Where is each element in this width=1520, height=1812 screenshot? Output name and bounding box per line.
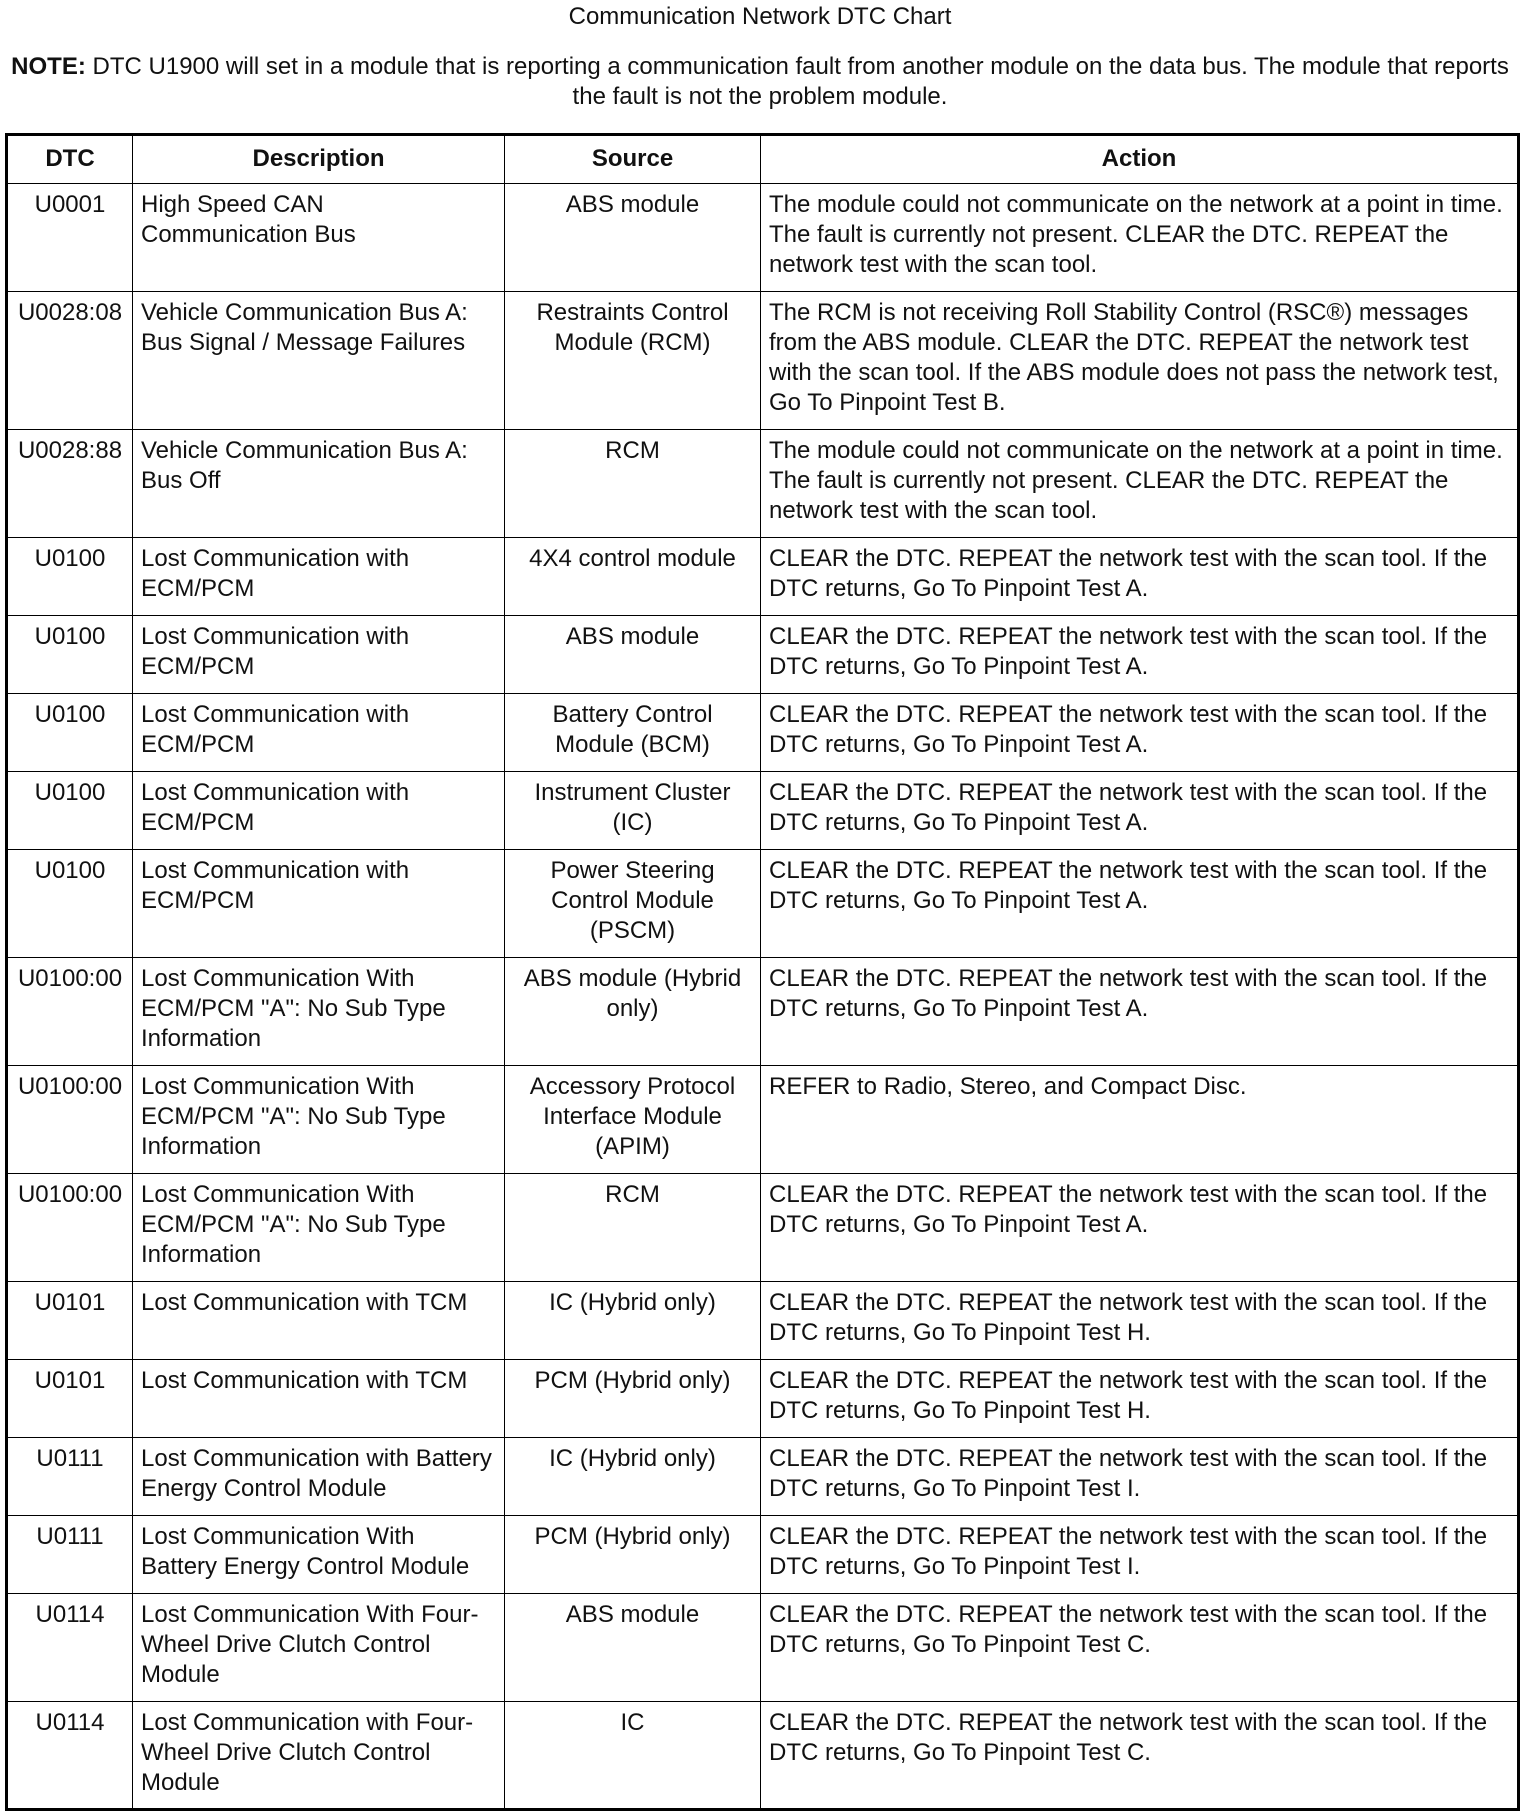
header-dtc: DTC bbox=[7, 135, 133, 184]
description-cell: High Speed CAN Communication Bus bbox=[133, 184, 505, 292]
description-cell: Lost Communication with ECM/PCM bbox=[133, 694, 505, 772]
dtc-cell: U0100 bbox=[7, 694, 133, 772]
source-cell: RCM bbox=[505, 1174, 761, 1282]
action-cell: CLEAR the DTC. REPEAT the network test with the scan tool. If the DTC returns, Go To Pinpoint Test A. bbox=[761, 616, 1519, 694]
table-row bbox=[7, 1066, 1519, 1174]
action-cell: CLEAR the DTC. REPEAT the network test with the scan tool. If the DTC returns, Go To Pinpoint Test C. bbox=[761, 1594, 1519, 1702]
action-cell: The module could not communicate on the network at a point in time. The fault is currently not present. CLEAR the DTC. REPEAT the network test with the scan tool. bbox=[761, 430, 1519, 538]
table-row bbox=[7, 1282, 1519, 1360]
action-cell: CLEAR the DTC. REPEAT the network test with the scan tool. If the DTC returns, Go To Pinpoint Test A. bbox=[761, 538, 1519, 616]
dtc-cell: U0111 bbox=[7, 1516, 133, 1594]
action-cell: CLEAR the DTC. REPEAT the network test with the scan tool. If the DTC returns, Go To Pinpoint Test A. bbox=[761, 772, 1519, 850]
description-cell: Vehicle Communication Bus A: Bus Off bbox=[133, 430, 505, 538]
table-row bbox=[7, 1438, 1519, 1516]
action-cell: CLEAR the DTC. REPEAT the network test with the scan tool. If the DTC returns, Go To Pinpoint Test A. bbox=[761, 850, 1519, 958]
description-cell: Vehicle Communication Bus A: Bus Signal / Message Failures bbox=[133, 292, 505, 430]
table-row bbox=[7, 538, 1519, 616]
description-cell: Lost Communication With ECM/PCM "A": No Sub Type Information bbox=[133, 1066, 505, 1174]
dtc-cell: U0028:88 bbox=[7, 430, 133, 538]
dtc-cell: U0100:00 bbox=[7, 1066, 133, 1174]
dtc-cell: U0114 bbox=[7, 1594, 133, 1702]
table-row bbox=[7, 1594, 1519, 1702]
action-cell: CLEAR the DTC. REPEAT the network test with the scan tool. If the DTC returns, Go To Pinpoint Test H. bbox=[761, 1360, 1519, 1438]
description-cell: Lost Communication With ECM/PCM "A": No Sub Type Information bbox=[133, 958, 505, 1066]
header-action: Action bbox=[761, 135, 1519, 184]
action-cell: CLEAR the DTC. REPEAT the network test with the scan tool. If the DTC returns, Go To Pinpoint Test A. bbox=[761, 958, 1519, 1066]
description-cell: Lost Communication with ECM/PCM bbox=[133, 538, 505, 616]
source-cell: IC (Hybrid only) bbox=[505, 1282, 761, 1360]
action-cell: CLEAR the DTC. REPEAT the network test with the scan tool. If the DTC returns, Go To Pinpoint Test A. bbox=[761, 694, 1519, 772]
table-row bbox=[7, 694, 1519, 772]
table-row bbox=[7, 1702, 1519, 1810]
dtc-cell: U0101 bbox=[7, 1360, 133, 1438]
source-cell: RCM bbox=[505, 430, 761, 538]
dtc-cell: U0001 bbox=[7, 184, 133, 292]
note-label: NOTE: bbox=[11, 53, 86, 80]
note-paragraph bbox=[10, 52, 1510, 112]
action-cell: CLEAR the DTC. REPEAT the network test with the scan tool. If the DTC returns, Go To Pinpoint Test H. bbox=[761, 1282, 1519, 1360]
header-description: Description bbox=[133, 135, 505, 184]
source-cell: Accessory Protocol Interface Module (APIM) bbox=[505, 1066, 761, 1174]
table-row bbox=[7, 850, 1519, 958]
description-cell: Lost Communication with Battery Energy Control Module bbox=[133, 1438, 505, 1516]
dtc-cell: U0100 bbox=[7, 772, 133, 850]
action-cell: CLEAR the DTC. REPEAT the network test with the scan tool. If the DTC returns, Go To Pinpoint Test C. bbox=[761, 1702, 1519, 1810]
source-cell: PCM (Hybrid only) bbox=[505, 1360, 761, 1438]
description-cell: Lost Communication with ECM/PCM bbox=[133, 616, 505, 694]
source-cell: Power Steering Control Module (PSCM) bbox=[505, 850, 761, 958]
table-row bbox=[7, 616, 1519, 694]
dtc-cell: U0111 bbox=[7, 1438, 133, 1516]
action-cell: The RCM is not receiving Roll Stability Control (RSC®) messages from the ABS module. CLEAR the DTC. REPEAT the network test with the scan tool. If the ABS module does not pass the network test, Go To Pinpoint Test B. bbox=[761, 292, 1519, 430]
source-cell: PCM (Hybrid only) bbox=[505, 1516, 761, 1594]
header-source: Source bbox=[505, 135, 761, 184]
dtc-cell: U0101 bbox=[7, 1282, 133, 1360]
action-cell: CLEAR the DTC. REPEAT the network test with the scan tool. If the DTC returns, Go To Pinpoint Test A. bbox=[761, 1174, 1519, 1282]
dtc-cell: U0114 bbox=[7, 1702, 133, 1810]
action-cell: CLEAR the DTC. REPEAT the network test with the scan tool. If the DTC returns, Go To Pinpoint Test I. bbox=[761, 1516, 1519, 1594]
source-cell: ABS module bbox=[505, 184, 761, 292]
table-header-row bbox=[7, 135, 1519, 184]
dtc-cell: U0028:08 bbox=[7, 292, 133, 430]
source-cell: ABS module bbox=[505, 616, 761, 694]
source-cell: Restraints Control Module (RCM) bbox=[505, 292, 761, 430]
action-cell: CLEAR the DTC. REPEAT the network test with the scan tool. If the DTC returns, Go To Pinpoint Test I. bbox=[761, 1438, 1519, 1516]
dtc-cell: U0100 bbox=[7, 850, 133, 958]
dtc-cell: U0100 bbox=[7, 616, 133, 694]
action-cell: The module could not communicate on the network at a point in time. The fault is currently not present. CLEAR the DTC. REPEAT the network test with the scan tool. bbox=[761, 184, 1519, 292]
description-cell: Lost Communication With ECM/PCM "A": No Sub Type Information bbox=[133, 1174, 505, 1282]
dtc-cell: U0100:00 bbox=[7, 1174, 133, 1282]
description-cell: Lost Communication with ECM/PCM bbox=[133, 850, 505, 958]
dtc-cell: U0100:00 bbox=[7, 958, 133, 1066]
source-cell: 4X4 control module bbox=[505, 538, 761, 616]
table-row bbox=[7, 1360, 1519, 1438]
table-row bbox=[7, 184, 1519, 292]
description-cell: Lost Communication With Battery Energy Control Module bbox=[133, 1516, 505, 1594]
table-body bbox=[7, 184, 1519, 1810]
table-row bbox=[7, 958, 1519, 1066]
page-title: Communication Network DTC Chart bbox=[568, 3, 952, 30]
table-row bbox=[7, 1174, 1519, 1282]
table-row bbox=[7, 292, 1519, 430]
table-row bbox=[7, 772, 1519, 850]
source-cell: IC bbox=[505, 1702, 761, 1810]
table-row bbox=[7, 1516, 1519, 1594]
description-cell: Lost Communication With Four-Wheel Drive Clutch Control Module bbox=[133, 1594, 505, 1702]
dtc-table bbox=[5, 133, 1520, 1811]
dtc-cell: U0100 bbox=[7, 538, 133, 616]
source-cell: Instrument Cluster (IC) bbox=[505, 772, 761, 850]
description-cell: Lost Communication with Four-Wheel Drive Clutch Control Module bbox=[133, 1702, 505, 1810]
table-row bbox=[7, 430, 1519, 538]
source-cell: IC (Hybrid only) bbox=[505, 1438, 761, 1516]
source-cell: ABS module (Hybrid only) bbox=[505, 958, 761, 1066]
description-cell: Lost Communication with ECM/PCM bbox=[133, 772, 505, 850]
action-cell: REFER to Radio, Stereo, and Compact Disc. bbox=[761, 1066, 1519, 1174]
description-cell: Lost Communication with TCM bbox=[133, 1282, 505, 1360]
source-cell: Battery Control Module (BCM) bbox=[505, 694, 761, 772]
note-text: DTC U1900 will set in a module that is reporting a communication fault from another module on the data bus. The module that reports the fault is not the problem module. bbox=[92, 53, 1509, 110]
source-cell: ABS module bbox=[505, 1594, 761, 1702]
description-cell: Lost Communication with TCM bbox=[133, 1360, 505, 1438]
